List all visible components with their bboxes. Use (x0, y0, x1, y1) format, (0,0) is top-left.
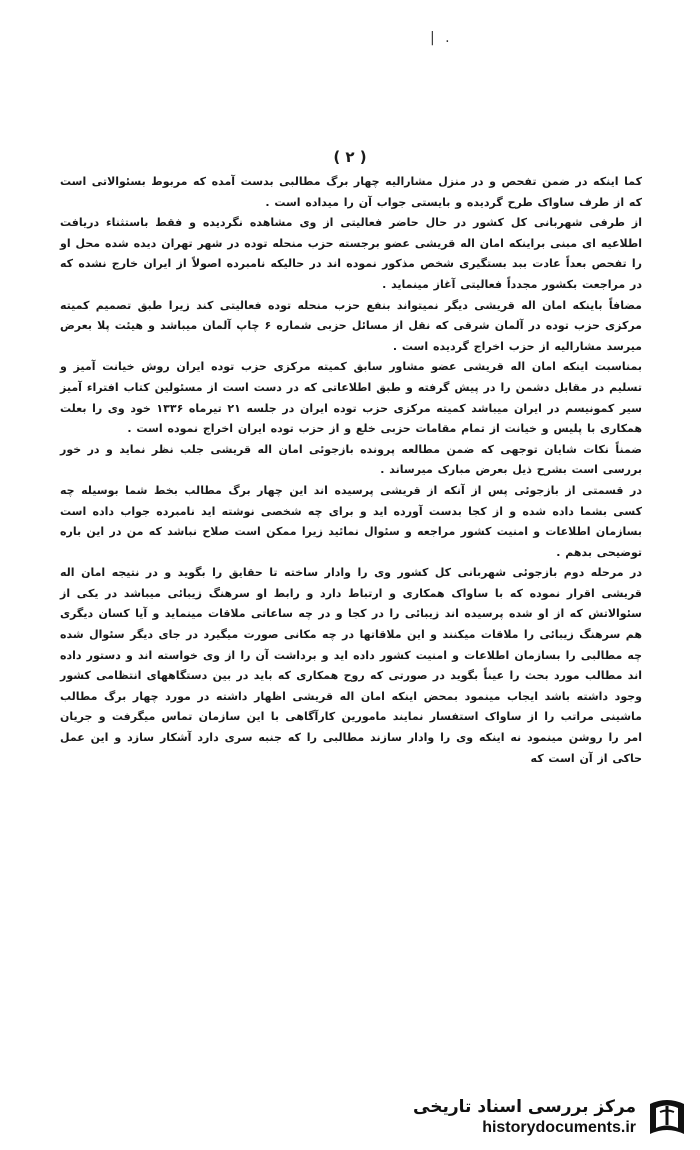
archive-logo-icon (644, 1094, 690, 1140)
paragraph-2: از طرفی شهربانی کل کشور در حال حاضر فعالیتی از وی مشاهده نگردیده و فقط باستثناء دریافت اطلاعیه ای مبنی براینکه امان اله قریشی عضو برجسته حزب منحله توده در شهر تهران دیده شده محل او را تفحص بعداً عادت ببد بستگیری شخص مذکور نموده اند در حالیکه نامبرده اصولاً از ایران خارج نشده که در مراجعت بکشور مجدداً فعالیتی آغاز مینماید . (60, 216, 642, 291)
paragraph-3: مضافاً باینکه امان اله قریشی دیگر نمیتواند بنفع حزب منحله توده فعالیتی کند زیرا طبق تصمیم کمیته مرکزی حزب توده در آلمان شرقی که نقل از مسائل حزبی شماره ۶ چاپ آلمان میباشد و هیئت پلا بعرض میرسد مشارالیه از حزب اخراج گردیده است . (60, 298, 642, 353)
logo-title: مرکز بررسی اسناد تاریخی (413, 1097, 636, 1117)
paragraph-5: ضمناً نکات شایان توجهی که ضمن مطالعه پرونده بازجوئی امان اله قریشی جلب نظر نماید و در خور بررسی است بشرح ذیل بعرض مبارک میرساند . (60, 442, 642, 477)
paragraph-6: در قسمتی از بازجوئی پس از آنکه از قریشی پرسیده اند این چهار برگ مطالب بخط شما بوسیله چه کسی بشما داده شده و از کجا بدست آورده اید و برای چه شخصی نوشته اید نامبرده جواب داده است بسازمان اطلاعات و امنیت کشور مراجعه و سئوال نمائید زیرا ممکن است صلاح نباشد که من در این باره توضیحی بدهم . (60, 483, 642, 559)
logo-url: historydocuments.ir (482, 1119, 636, 1136)
document-body (60, 172, 642, 765)
paragraph-7: در مرحله دوم بازجوئی شهربانی کل کشور وی را وادار ساخته تا حقایق را بگوید و در نتیجه امان اله قریشی اقرار نموده که با ساواک همکاری و ارتباط دارد و رابط او سرهنگ زیبائی میباشد در یکی از سئوالاتش که از او شده پرسیده اند زیبائی را در کجا و در چه ساعاتی ملاقات مینماید و آیا کسان دیگری هم سرهنگ زیبائی را ملاقات میکنند و این ملاقاتها در چه مکانی صورت میگیرد در جای دیگر سئوال شده چه مطالبی را بسازمان اطلاعات و امنیت کشور داده اید و برداشت آن را از وی خواسته اند و دستور داده اند مطالب مورد بحث را عیناً بگوید در صورتی که روح همکاری که باید در بین دستگاههای انتظامی کشور وجود داشته باشد ایجاب مینمود بمحض اینکه امان اله قریشی اظهار داشته در مورد چهار برگ مطالب ماشینی مراتب را از ساواک استفسار نمایند مامورین کارآگاهی با این سازمان تماس میگرفت و جریان امر را روشن مینمود نه اینکه وی را وادار سازند مطالبی را که جنبه سری دارد آشکار سازد و این عمل حاکی از آن است که (60, 566, 642, 765)
page-number: ( ۲ ) (333, 148, 367, 166)
paragraph-1: کما اینکه در ضمن تفحص و در منزل مشارالیه چهار برگ مطالبی بدست آمده که مربوط بسئوالاتی است که از طرف ساواک طرح گردیده و بایستی جواب آن را میداده است . (60, 175, 642, 209)
corner-mark: | . (430, 30, 453, 46)
paragraph-4: بمناسبت اینکه امان اله قریشی عضو مشاور سابق کمیته مرکزی حزب توده ایران روش خیانت آمیز و تسلیم در مقابل دشمن را در پیش گرفته و طبق اطلاعاتی که در دست است از مسئولین کتاب افتراء آمیز سیر کمونیسم در ایران میباشد کمیته مرکزی حزب توده ایران در جلسه ۲۱ تیرماه ۱۳۳۶ خود وی را بعلت همکاری با پلیس و خیانت از تمام مقامات حزبی خلع و از حزب توده ایران اخراج نموده است . (60, 360, 642, 436)
watermark-logo (400, 1092, 690, 1142)
